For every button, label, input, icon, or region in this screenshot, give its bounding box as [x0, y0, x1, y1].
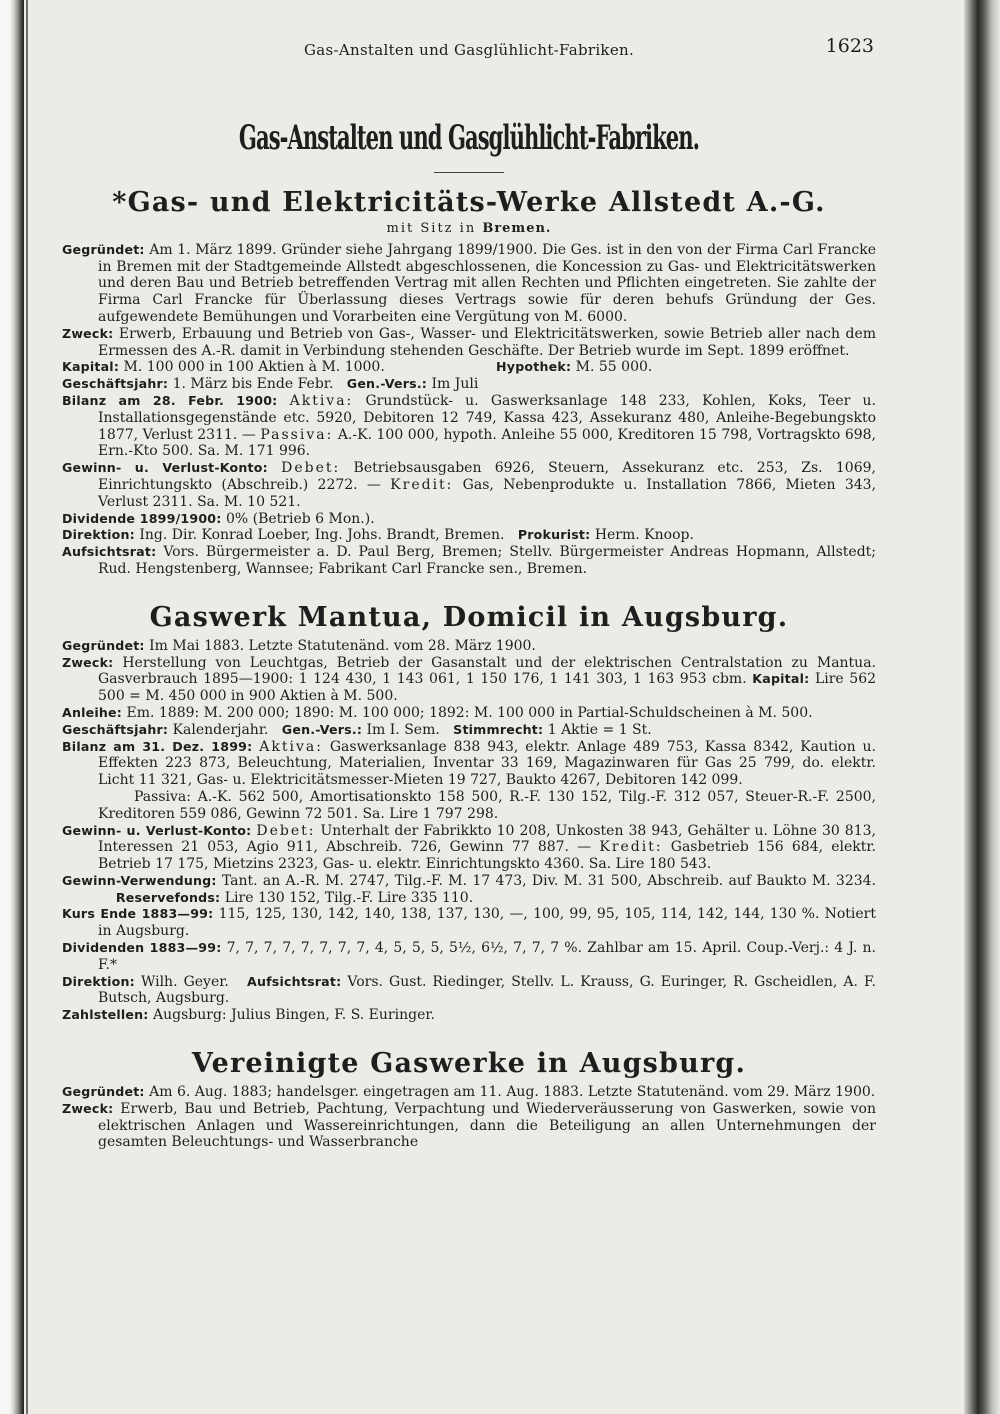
entry-text: 115, 125, 130, 142, 140, 138, 137, 130, —, 100, 99, 95, 105, 114, 142, 144, 130 %. Notiert in Augsburg. [98, 906, 876, 940]
entry-label: Aufsichtsrat: [247, 973, 342, 989]
entry-zweck [62, 326, 876, 360]
entry-gewinn-verlust [62, 823, 876, 873]
running-head [62, 35, 876, 68]
entry-text: Kalenderjahr. [172, 721, 269, 738]
entry-text: Lire 562 500 = M. 450 000 in 900 Aktien à M. 500. [98, 671, 877, 705]
entry-text: Herm. Knoop. [594, 527, 694, 544]
book-spine-shadow [0, 0, 24, 1414]
entry-label: Zweck: [62, 325, 114, 341]
page-number: 1623 [825, 35, 874, 57]
entry-text: Unterhalt der Fabrikkto 10 208, Unkosten 38 943, Gehälter u. Löhne 30 813, Interessen 21 053, Agio 911, Abschreib. 726, Gewinn 77 887. — [98, 822, 876, 856]
entry-text: Lire 130 152, Tilg.-F. Lire 335 110. [224, 889, 474, 906]
entry-bilanz-passiva [62, 789, 876, 823]
entry-label: Zahlstellen: [62, 1007, 149, 1023]
entry-label: Prokurist: [517, 527, 591, 543]
entry-text: M. 55 000. [575, 359, 653, 376]
entry-dividenden [62, 940, 876, 974]
debet-word: Debet: [281, 460, 341, 477]
entry-text: Tant. an A.-R. M. 2747, Tilg.-F. M. 17 473, Div. M. 31 500, Abschreib. auf Baukto M. 3234. [221, 872, 877, 889]
entry-label: Bilanz am 31. Dez. 1899: [62, 738, 253, 754]
entry-label: Dividenden 1883—99: [62, 940, 222, 956]
entry-label: Direktion: [62, 973, 135, 989]
entry-label: Anleihe: [62, 704, 123, 720]
entry-text: Im Mai 1883. Letzte Statutenänd. vom 28. März 1900. [149, 637, 536, 654]
entry-label: Direktion: [62, 527, 135, 543]
entry-label: Bilanz am 28. Febr. 1900: [62, 392, 278, 408]
entry-label: Dividende 1899/1900: [62, 510, 222, 526]
debet-word: Debet: [256, 822, 316, 839]
entry-direktion [62, 527, 876, 544]
entry-text: Betriebsausgaben 6926, Steuern, Assekuranz etc. 253, Zs. 1069, Einrichtungskto (Abschreib.) 2272. — [98, 460, 876, 493]
passiva-word: Passiva: [260, 426, 334, 443]
entry-text: Wilh. Geyer. [140, 973, 229, 990]
entry-text: Gasbetrieb 156 684, elektr. Betrieb 17 175, Mietzins 2323, Gas- u. elektr. Einrichtungskto 4360. Sa. Lire 180 543. [98, 839, 876, 873]
entry-label: Geschäftsjahr: [62, 721, 169, 737]
entry-gegruendet [62, 242, 876, 326]
entry-geschaeftsjahr [62, 722, 876, 739]
entry-text: 0% (Betrieb 6 Mon.). [225, 510, 375, 527]
entry-text: Augsburg: Julius Bingen, F. S. Euringer. [153, 1007, 435, 1024]
entry-text: Gaswerksanlage 838 943, elektr. Anlage 489 753, Kassa 8342, Kaution u. Effekten 223 873, Beleuchtung, Materialien, Inventar 33 169, Magazinwaren für Gas 25 799, do. elektr. Licht 11 321, Gas- u. Elektricitätsmesser-Mieten 19 727, Baukto 4267, Debitoren 142 099. [98, 738, 876, 789]
entry-label: Hypothek: [496, 359, 572, 375]
entry-text: 1 Aktie = 1 St. [547, 721, 652, 738]
entry-label: Zweck: [62, 1100, 114, 1116]
entry-text: Gas, Nebenprodukte u. Installation 7866, Mieten 343, Verlust 2311. Sa. M. 10 521. [98, 476, 877, 510]
entry-text: Am 1. März 1899. Gründer siehe Jahrgang 1899/1900. Die Ges. ist in den von der Firma Carl Francke in Bremen mit der Stadtgemeinde Allstedt abgeschlossenen, die Koncession zu Gas- und Elektricitätswerken und deren Bau und Betrieb betreffenden Vertrag mit allen Rechten und Pflichten eingetreten. Sie zahlte der Firma Carl Francke für Überlassung dieses Vertrags sowie für deren behufs Gründung der Ges. aufgewendete Bemühungen und Vorarbeiten eine Vergütung von M. 6000. [98, 241, 877, 325]
entry-label: Gegründet: [62, 637, 145, 653]
entry-label: Gen.-Vers.: [346, 376, 428, 392]
kredit-word: Kredit: [599, 839, 663, 856]
entry-text: A.-K. 100 000, hypoth. Anleihe 55 000, Kreditoren 15 798, Vortragskto 698, Ern.-Kto 500. Sa. M. 171 996. [98, 426, 876, 460]
entry-kapital [62, 359, 876, 376]
entry-text: Erwerb, Bau und Betrieb, Pachtung, Verpachtung und Wiederveräusserung von Gaswerken, sowie von elektrischen Anlagen und Wassereinrichtungen, dann die Beteiligung an allen Unternehmungen der gesamten Beleuchtungs- und Wasserbranche [98, 1100, 876, 1151]
seat-prefix: mit Sitz in [386, 221, 477, 236]
seat-city: Bremen. [482, 221, 552, 236]
entry-bilanz [62, 739, 876, 789]
entry-label: Gegründet: [62, 1084, 145, 1100]
entry-text: M. 100 000 in 100 Aktien à M. 1000. [123, 359, 385, 376]
entry-text: Im I. Sem. [366, 721, 440, 738]
entry-text: Grundstück- u. Gaswerksanlage 148 233, Kohlen, Koks, Teer u. Installationsgegenstände etc. 5920, Debitoren 12 749, Kassa 423, Assekuranz 480, Anleihe-Begebungskto 1877, Verlust 2311. — [98, 392, 877, 443]
entry-kurs [62, 906, 876, 940]
entry-gewinn-verwendung [62, 873, 876, 907]
entry-text: Erwerb, Erbauung und Betrieb von Gas-, Wasser- und Elektricitätswerken, sowie Betrieb aller nach dem Ermessen des A.-R. damit in Verbindung stehenden Geschäfte. Der Betrieb wurde im Sept. 1899 eröffnet. [98, 325, 876, 359]
entry-label: Geschäftsjahr: [62, 376, 169, 392]
entry-zweck [62, 655, 876, 705]
entry-label: Aufsichtsrat: [62, 544, 157, 560]
entry-aufsichtsrat [62, 544, 876, 578]
entry-dividende [62, 511, 876, 528]
entry-text: Herstellung von Leuchtgas, Betrieb der Gasanstalt und der elektrischen Centralstation zu Mantua. Gasverbrauch 1895—1900: 1 124 430, 1 143 061, 1 150 176, 1 141 303, 1 163 953 cbm. [98, 654, 876, 688]
entry-label: Zweck: [62, 654, 114, 670]
entry-text: Im Juli [431, 376, 479, 393]
entry-zahlstellen [62, 1007, 876, 1024]
entry-text: Vors. Gust. Riedinger, Stellv. L. Krauss, G. Euringer, R. Gscheidlen, A. F. Butsch, Augsburg. [98, 973, 877, 1007]
entry-zweck [62, 1101, 876, 1151]
entry-geschaeftsjahr [62, 376, 876, 393]
running-head-title: Gas-Anstalten und Gasglühlicht-Fabriken. [303, 41, 635, 59]
entry-text: Vors. Bürgermeister a. D. Paul Berg, Bremen; Stellv. Bürgermeister Andreas Hopmann, Allstedt; Rud. Hengstenberg, Wannsee; Fabrikant Carl Francke sen., Bremen. [98, 544, 876, 577]
entry-label: Kapital: [62, 359, 120, 375]
entry-label: Gewinn- u. Verlust-Konto: [62, 822, 252, 838]
entry-gegruendet [62, 1084, 876, 1101]
company-title-vereinigte: Vereinigte Gaswerke in Augsburg. [191, 1048, 747, 1080]
entry-label: Gen.-Vers.: [281, 721, 363, 737]
entry-text: Am 6. Aug. 1883; handelsger. eingetragen am 11. Aug. 1883. Letzte Statutenänd. vom 29. März 1900. [149, 1084, 876, 1101]
passiva-word: Passiva: [134, 788, 191, 805]
entry-bilanz [62, 393, 876, 460]
entry-label: Stimmrecht: [453, 721, 544, 737]
entry-label: Kapital: [752, 671, 810, 687]
entry-text: Ing. Dir. Konrad Loeber, Ing. Johs. Brandt, Bremen. [139, 527, 505, 544]
aktiva-word: Aktiva: [289, 392, 354, 409]
aktiva-word: Aktiva: [259, 738, 323, 755]
entry-label: Gegründet: [62, 241, 145, 257]
page-edge-shadow [964, 0, 1000, 1414]
entry-text: Em. 1889: M. 200 000; 1890: M. 100 000; 1892: M. 100 000 in Partial-Schuldscheinen à M. 500. [126, 704, 813, 721]
section-title: Gas-Anstalten und Gasglühlicht-Fabriken. [238, 118, 700, 158]
spacer [62, 1024, 876, 1048]
entry-gewinn-verlust [62, 460, 876, 510]
spacer [62, 578, 876, 602]
company-seat [62, 221, 876, 238]
margin-rule [26, 0, 28, 1414]
entry-label: Gewinn- u. Verlust-Konto: [62, 460, 268, 476]
entry-label: Gewinn-Verwendung: [62, 872, 217, 888]
document-page [62, 35, 877, 1151]
entry-label: Reservefonds: [115, 889, 221, 905]
divider [434, 172, 504, 173]
entry-label: Kurs Ende 1883—99: [62, 906, 214, 922]
kredit-word: Kredit: [390, 476, 454, 493]
entry-text: 7, 7, 7, 7, 7, 7, 7, 7, 4, 5, 5, 5, 5½, 6½, 7, 7, 7 %. Zahlbar am 15. April. Coup.-Verj.: 4 J. n. F.* [98, 940, 876, 973]
entry-anleihe [62, 705, 876, 722]
company-title-allstedt: *Gas- und Elektricitäts-Werke Allstedt A.-G. [112, 187, 826, 218]
entry-gegruendet [62, 638, 876, 655]
entry-text: A.-K. 562 500, Amortisationskto 158 500, R.-F. 130 152, Tilg.-F. 312 057, Steuer-R.-F. 2500, Kreditoren 559 086, Gewinn 72 501. Sa. Lire 1 797 298. [98, 788, 876, 822]
entry-text: 1. März bis Ende Febr. [172, 376, 334, 393]
company-title-mantua: Gaswerk Mantua, Domicil in Augsburg. [149, 601, 789, 633]
entry-direktion [62, 974, 876, 1008]
